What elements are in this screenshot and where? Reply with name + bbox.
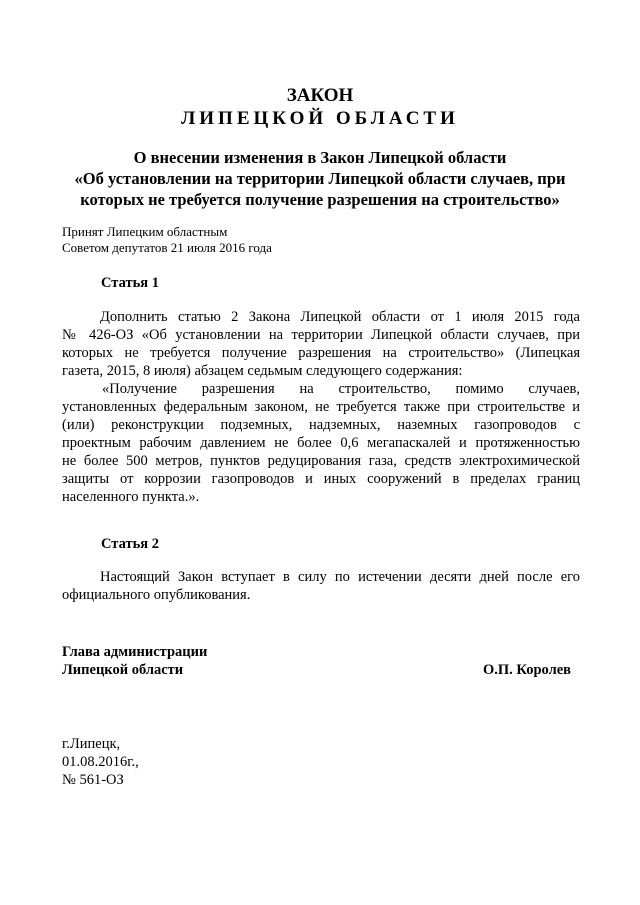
document-footer bbox=[62, 735, 139, 789]
signatory-name: О.П. Королев bbox=[483, 662, 571, 678]
signatory-title-line: Липецкой области bbox=[62, 662, 184, 678]
paragraph-line: газета, 2015, 8 июля) абзацем седьмым следующего содержания: bbox=[62, 363, 463, 379]
paragraph-line: Настоящий Закон вступает в силу по истечении десяти дней после его bbox=[100, 569, 580, 585]
adoption-line: Советом депутатов 21 июля 2016 года bbox=[62, 240, 272, 255]
paragraph-line: не более 500 метров, пунктов редуцирования газа, средств электрохимической bbox=[62, 453, 580, 469]
paragraph-line: которых не требуется получение разрешения на строительство» (Липецкая bbox=[62, 345, 580, 361]
signatory-title bbox=[62, 643, 207, 679]
paragraph-line: Дополнить статью 2 Закона Липецкой области от 1 июля 2015 года bbox=[100, 309, 580, 325]
paragraph-line: «Получение разрешения на строительство, помимо случаев, bbox=[102, 381, 580, 397]
paragraph-line: официального опубликования. bbox=[62, 587, 251, 603]
paragraph-line: населенного пункта.». bbox=[62, 489, 200, 505]
article-2-heading: Статья 2 bbox=[101, 536, 159, 552]
paragraph-line: № 426-ОЗ «Об установлении на территории Липецкой области случаев, при bbox=[62, 327, 580, 343]
article-2-paragraph bbox=[62, 568, 580, 604]
subtitle-line: О внесении изменения в Закон Липецкой области bbox=[133, 148, 507, 167]
adoption-line: Принят Липецким областным bbox=[62, 224, 228, 239]
article-1-heading: Статья 1 bbox=[101, 275, 159, 291]
subtitle-line: «Об установлении на территории Липецкой области случаев, при bbox=[74, 169, 566, 188]
adoption-note bbox=[62, 224, 272, 256]
subtitle-line: которых не требуется получение разрешения на строительство» bbox=[80, 190, 560, 209]
signatory-title-line: Глава администрации bbox=[62, 644, 208, 660]
paragraph-line: установленных федеральным законом, не требуется также при строительстве и bbox=[62, 399, 580, 415]
paragraph-line: проектным рабочим давлением не более 0,6 мегапаскалей и протяженностью bbox=[62, 435, 580, 451]
footer-number: № 561-ОЗ bbox=[62, 772, 124, 788]
footer-date: 01.08.2016г., bbox=[62, 754, 139, 770]
paragraph-line: защиты от коррозии газопроводов и иных сооружений в пределах границ bbox=[62, 471, 580, 487]
law-subtitle bbox=[0, 147, 640, 210]
article-1-quoted-paragraph bbox=[62, 380, 580, 506]
document-type-title: ЗАКОН bbox=[286, 85, 354, 106]
paragraph-line: (или) реконструкции подземных, надземных, наземных газопроводов с bbox=[62, 417, 580, 433]
footer-city: г.Липецк, bbox=[62, 736, 121, 752]
region-title: ЛИПЕЦКОЙ ОБЛАСТИ bbox=[181, 108, 459, 129]
article-1-paragraph-1 bbox=[62, 308, 580, 380]
